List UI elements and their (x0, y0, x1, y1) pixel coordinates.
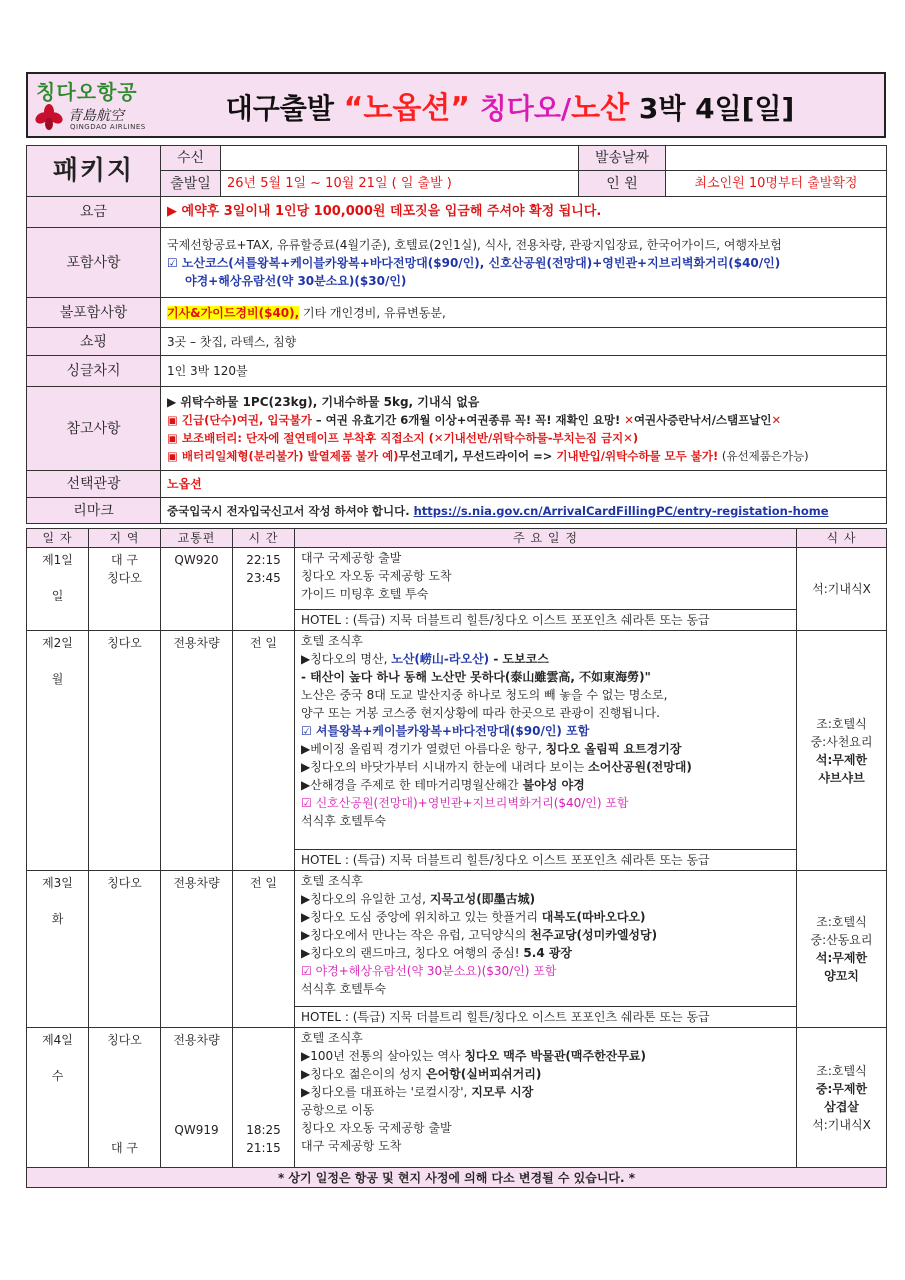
flower-logo-icon (34, 103, 64, 131)
exclude-label: 불포함사항 (27, 298, 161, 328)
transport-cell: 전용차량 (161, 871, 233, 1028)
departure-label: 출발일 (161, 171, 221, 197)
time-cell: 22:15 23:45 (233, 548, 295, 631)
region-cell: 칭다오 (89, 631, 161, 871)
meal-cell: 조:호텔식 중:사천요리 석:무제한 샤브샤브 (797, 631, 887, 871)
day-cell: 제3일 화 (27, 871, 89, 1028)
fee-value: ▶ 예약후 3일이내 1인당 100,000원 데포짓을 입금해 주셔야 확정 됩니다. (161, 197, 887, 228)
header-transport: 교통편 (161, 529, 233, 548)
header-day: 일 자 (27, 529, 89, 548)
note-baggage: ▶ 위탁수하물 1PC(23kg), 기내수하물 5kg, 기내식 없음 (167, 394, 480, 409)
arrival-card-link[interactable]: https://s.nia.gov.cn/ArrivalCardFillingPC/entry-registation-home (413, 503, 829, 518)
transport-cell: 전용차량 QW919 (161, 1028, 233, 1168)
hotel-info: HOTEL : (특급) 지묵 더블트리 힐튼/칭다오 이스트 포포인츠 쉐라톤 또는 동급 (295, 1007, 797, 1028)
schedule-table (26, 528, 887, 1188)
meal-cell: 조:호텔식 중:산동요리 석:무제한 양꼬치 (797, 871, 887, 1028)
fee-label: 요금 (27, 197, 161, 228)
itinerary-cell: 호텔 조식후 ▶칭다오의 명산, 노산(崂山-라오산) - 도보코스 - 태산이 높다 하나 동해 노산만 못하다(泰山雖雲高, 不如東海勞)" 노산은 중국 8대 도교 발산지중 하나로 청도의 빼 놓을 수 없는 명소로, 양구 또는 거봉 코스중 현지상황에 따라 한곳으로 관광이 진행됩니다. ☑ 셔틀왕복+케이블카왕복+바다전망대($90/인) 포함 ▶베이징 올림픽 경기가 열렸던 아름다운 항구, 칭다오 올림픽 요트경기장 ▶칭다오의 바닷가부터 시내까지 한눈에 내려다 보이는 소어산공원(전망대) ▶산해경을 주제로 한 테마거리명월산해간 불야성 야경 ☑ 신호산공원(전망대)+영빈관+지브리벽화거리($40/인) 포함 석식후 호텔투숙 (295, 631, 797, 850)
remark-label: 리마크 (27, 498, 161, 524)
include-label: 포함사항 (27, 228, 161, 298)
guide-fee-highlight: 기사&가이드경비($40), (167, 305, 300, 320)
send-date-value (666, 146, 887, 171)
transport-cell: QW920 (161, 548, 233, 631)
include-line-course: ☑ 노산코스(셔틀왕복+케이블카왕복+바다전망대($90/인), 신호산공원(전망대)+영빈관+지브리벽화거리($40/인) (167, 255, 781, 270)
x-mark-icon: ✕ (623, 430, 633, 445)
meal-cell: 석:기내식X (797, 548, 887, 631)
option-tour-value: 노옵션 (161, 471, 887, 498)
footer-notice: * 상기 일정은 항공 및 현지 사정에 의해 다소 변경될 수 있습니다. * (27, 1168, 887, 1188)
region-cell: 칭다오 (89, 871, 161, 1028)
notes-label: 참고사항 (27, 387, 161, 471)
transport-cell: 전용차량 (161, 631, 233, 871)
header-meal: 식 사 (797, 529, 887, 548)
note-passport: ▣ 긴급(단수)여권, 입국불가 – 여권 유효기간 6개월 이상+여권종류 꼭! 꼭! 재확인 요망! ✕여권사증란낙서/스탬프날인✕ (167, 412, 782, 427)
table-row (27, 631, 887, 850)
hotel-info: HOTEL : (특급) 지묵 더블트리 힐튼/칭다오 이스트 포포인츠 쉐라톤 또는 동급 (295, 850, 797, 871)
include-value (161, 228, 887, 298)
x-mark-icon: ✕ (433, 430, 444, 445)
remark-value: 중국입국시 전자입국신고서 작성 하셔야 합니다. https://s.nia.gov.cn/ArrivalCardFillingPC/entry-registation-home (161, 498, 887, 524)
recipient-value (221, 146, 579, 171)
include-line-basic: 국제선항공료+TAX, 유류할증료(4월기준), 호텔료(2인1실), 식사, 전용차량, 관광지입장료, 한국어가이드, 여행자보험 (167, 237, 782, 252)
time-cell: 전 일 (233, 871, 295, 1028)
shopping-value: 3곳 – 찻집, 라텍스, 침향 (161, 328, 887, 356)
people-label: 인 원 (579, 171, 666, 197)
day-cell: 제4일 수 (27, 1028, 89, 1168)
time-cell: 18:25 21:15 (233, 1028, 295, 1168)
logo-english-name: QINGDAO AIRLINES (70, 123, 146, 131)
day-cell: 제2일 월 (27, 631, 89, 871)
note-heating-device: ▣ 배터리일체형(분리불가) 발열제품 불가 예)무선고데기, 무선드라이어 => 기내반입/위탁수하물 모두 불가! (유선제품은가능) (167, 448, 809, 463)
meal-cell: 조:호텔식 중:무제한 삼겹살 석:기내식X (797, 1028, 887, 1168)
logo-chinese-name: 青島航空 (68, 108, 124, 124)
package-label: 패키지 (27, 146, 161, 197)
send-date-label: 발송날짜 (579, 146, 666, 171)
logo-korean-name: 칭다오항공 (36, 80, 138, 104)
region-cell: 대 구 칭다오 (89, 548, 161, 631)
hotel-info: HOTEL : (특급) 지묵 더블트리 힐튼/칭다오 이스트 포포인츠 쉐라톤 또는 동급 (295, 610, 797, 631)
page-title: 대구출발 “노옵션” 칭다오/노산 3박 4일[일] (225, 91, 795, 126)
include-line-cruise: 야경+해상유람선(약 30분소요)($30/인) (185, 273, 407, 288)
option-tour-label: 선택관광 (27, 471, 161, 498)
single-charge-value: 1인 3박 120불 (161, 356, 887, 387)
itinerary-cell: 호텔 조식후 ▶칭다오의 유일한 고성, 지묵고성(即墨古城) ▶칭다오 도심 중앙에 위치하고 있는 핫플거리 대복도(따바오다오) ▶칭다오에서 만나는 작은 유럽, 고딕양식의 천주교당(성미카엘성당) ▶칭다오의 랜드마크, 칭다오 여행의 중심! 5.4 광장 ☑ 야경+해상유람선(약 30분소요)($30/인) 포함 석식후 호텔투숙 (295, 871, 797, 1007)
notes-value (161, 387, 887, 471)
day-cell: 제1일 일 (27, 548, 89, 631)
recipient-label: 수신 (161, 146, 221, 171)
title-banner (26, 72, 886, 138)
header-time: 시 간 (233, 529, 295, 548)
people-value: 최소인원 10명부터 출발확정 (666, 171, 887, 197)
note-battery: ▣ 보조배터리: 단자에 절연테이프 부착후 직접소지 (✕기내선반/위탁수하물-부치는짐 금지✕) (167, 430, 639, 445)
departure-value: 26년 5월 1일 ~ 10월 21일 ( 일 출발 ) (221, 171, 579, 197)
table-row (27, 1028, 887, 1168)
table-row (27, 871, 887, 1007)
region-cell: 칭다오 대 구 (89, 1028, 161, 1168)
x-mark-icon: ✕ (771, 412, 782, 427)
header-region: 지 역 (89, 529, 161, 548)
header-itinerary: 주 요 일 정 (295, 529, 797, 548)
itinerary-cell: 대구 국제공항 출발 칭다오 자오동 국제공항 도착 가이드 미팅후 호텔 투숙 (295, 548, 797, 610)
itinerary-cell: 호텔 조식후 ▶100년 전통의 살아있는 역사 칭다오 맥주 박물관(맥주한잔무료) ▶칭다오 젊은이의 성지 은어항(실버피쉬거리) ▶칭다오를 대표하는 '로컬시장', 지모루 시장 공항으로 이동 칭다오 자오동 국제공항 출발 대구 국제공항 도착 (295, 1028, 797, 1168)
single-charge-label: 싱글차지 (27, 356, 161, 387)
table-row (27, 548, 887, 610)
x-mark-icon: ✕ (624, 412, 634, 427)
airline-logo (28, 74, 156, 136)
exclude-value: 기사&가이드경비($40), 기타 개인경비, 유류변동분, (161, 298, 887, 328)
time-cell: 전 일 (233, 631, 295, 871)
package-info-table (26, 145, 887, 524)
shopping-label: 쇼핑 (27, 328, 161, 356)
